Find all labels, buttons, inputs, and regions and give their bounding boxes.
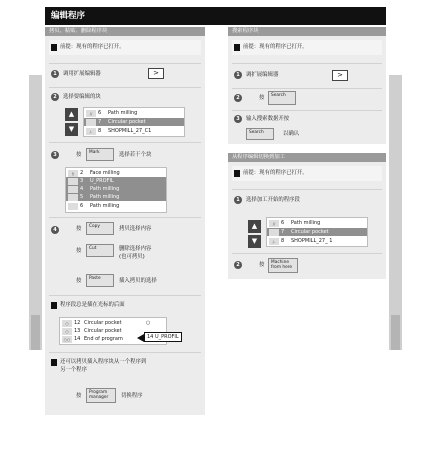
right-top-column [228,27,386,144]
extend-editor-key[interactable]: > [332,70,348,81]
machine-from-here-softkey[interactable]: Machine from here [268,258,298,273]
search-confirm-softkey[interactable]: Search [246,128,274,140]
list-item[interactable]: ○ 12 Circular pocket ○ [60,319,166,327]
left-scroll-thumb[interactable] [31,315,40,350]
list-item[interactable]: § 2 Face milling [66,169,166,177]
copy-prefix: 按 [76,226,82,232]
step-2-badge: 2 [234,261,242,269]
step-3-badge: 3 [51,151,59,159]
cut-softkey[interactable]: Cut [86,244,114,257]
copy-softkey[interactable]: Copy [86,222,114,235]
cut-prefix: 按 [76,248,82,254]
step-4-badge: 4 [51,226,59,234]
step-3-confirm-text: 以确认 [283,131,300,137]
block-list-b [65,167,167,213]
extend-editor-key[interactable]: > [148,68,164,79]
list-item[interactable]: 6 Path milling [66,202,166,210]
nav-down-button[interactable]: ▼ [65,123,78,136]
right-scroll-thumb[interactable] [391,315,400,350]
cut-text-1: 删除选择内容 [119,246,152,252]
cut-text-2: (也可拷贝) [119,254,145,260]
nav-up-button[interactable]: ▲ [65,108,78,121]
step-3-badge: 3 [234,115,242,123]
copy-text: 拷贝选择内容 [119,226,152,232]
block-list-a [83,107,185,137]
paste-insert-tag: 14 U_PROFIL [144,332,182,342]
step-2-prefix: 按 [259,262,265,268]
info-icon [234,170,240,177]
mark-softkey[interactable]: Mark [86,148,114,161]
list-item-selected[interactable]: 7 Circular pocket [84,118,184,126]
list-item-selected[interactable]: 5 Path milling [66,193,166,201]
page-title: 编辑程序 [45,7,386,25]
nav-up-button[interactable]: ▲ [248,220,261,233]
note-copy-between-2: 另一个程序 [60,367,87,373]
list-item[interactable]: ○○ 14 End of program [63,336,123,342]
note-copy-between-1: 还可以拷贝插入程序块从一个程序到 [60,359,147,365]
step-1-badge: 1 [234,71,242,79]
prereq-text: 前提：现有的程序已打开。 [60,44,125,50]
step-3-prefix: 按 [76,152,82,158]
step-3-text: 输入搜索数据开按 [246,116,290,122]
search-section-header: 搜索程序块 [228,27,386,36]
switch-prefix: 按 [76,393,82,399]
block-list-machine [266,217,368,247]
step-1-text: 调扩展编辑器 [246,72,279,78]
step-2-badge: 2 [234,94,242,102]
info-icon [51,44,57,51]
paste-softkey[interactable]: Paste [86,274,114,287]
step-1-badge: 1 [51,70,59,78]
info-icon [51,302,57,309]
left-scroll-strip [29,75,42,350]
list-item[interactable]: ○ 13 Circular pocket [60,327,166,335]
right-scroll-strip [389,75,402,350]
search-softkey[interactable]: Search [268,91,296,105]
list-item[interactable]: // 6 Path milling [267,219,367,227]
step-1-text: 选择加工开始的程序段 [246,197,300,203]
list-item[interactable]: // 6 Path milling [84,109,184,117]
nav-down-button[interactable]: ▼ [248,235,261,248]
info-icon [234,44,240,51]
machine-section-header: 从程序编辑切换到加工 [228,153,386,162]
step-1-text: 调用扩展编辑器 [63,71,101,77]
step-1-badge: 1 [234,196,242,204]
info-icon [51,359,57,366]
left-column [45,27,205,415]
list-item[interactable]: /- 8 SHOPMILL_27_C1 [84,127,184,135]
paste-text: 插入拷贝的选择 [119,278,157,284]
list-item-selected[interactable]: 7 Circular pocket [267,228,367,236]
step-3-text: 选择若干个块 [119,152,152,158]
switch-text: 切换程序 [121,393,143,399]
note-cursor-text: 程序段总是插在光标的后面 [60,302,125,308]
paste-insert-arrow-icon [137,334,144,342]
list-item-selected[interactable]: 3 U_PROFIL [66,177,166,185]
list-item-selected[interactable]: 4 Path milling [66,185,166,193]
prereq-text: 前提：现有的程序已打开。 [243,44,308,50]
step-2-text: 选择要编辑的块 [63,94,101,100]
right-bottom-column [228,153,386,279]
program-manager-softkey[interactable]: Program manager [86,388,116,403]
step-2-badge: 2 [51,93,59,101]
paste-prefix: 按 [76,278,82,284]
step-2-prefix: 按 [259,95,265,101]
prereq-text: 前提：现有的程序已打开。 [243,170,308,176]
list-item[interactable]: /- 8 SHOPMILL_27_ 1 [267,237,367,245]
left-section-header: 拷贝、粘贴、删除程序块 [45,27,205,36]
